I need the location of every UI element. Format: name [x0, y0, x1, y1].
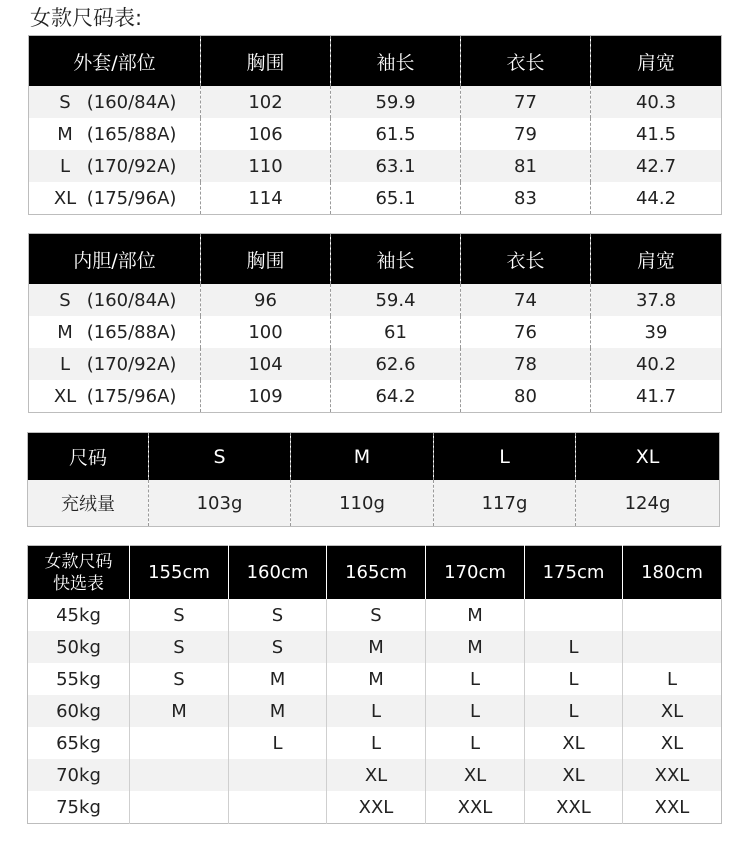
size-cell — [29, 316, 201, 348]
size-cell: M — [426, 599, 525, 631]
outer-header-sleeve: 袖长 — [331, 36, 461, 87]
fill-row-label: 充绒量 — [28, 480, 149, 527]
shoulder-cell: 41.7 — [591, 380, 722, 413]
chest-cell: 109 — [201, 380, 331, 413]
size-cell — [29, 86, 201, 118]
sleeve-cell: 62.6 — [331, 348, 461, 380]
size-label: M — [57, 123, 73, 145]
size-cell: XXL — [525, 791, 623, 824]
size-cell: S — [130, 663, 229, 695]
sleeve-cell: 59.9 — [331, 86, 461, 118]
size-cell: L — [327, 695, 426, 727]
quick-corner-line2: 快选表 — [53, 573, 104, 594]
size-label: L — [59, 353, 71, 375]
fill-header-l: L — [434, 433, 576, 481]
size-cell: M — [327, 631, 426, 663]
quick-corner-cell — [28, 546, 130, 600]
weight-cell: 45kg — [28, 599, 130, 631]
outer-header-row — [29, 36, 722, 87]
size-cell: L — [525, 631, 623, 663]
outer-header-part: 外套/部位 — [29, 36, 201, 87]
height-header: 155cm — [130, 546, 229, 600]
size-cell: XL — [623, 727, 722, 759]
size-cell: L — [525, 695, 623, 727]
size-label: XL — [53, 187, 77, 209]
size-cell: L — [327, 727, 426, 759]
size-cell: XL — [327, 759, 426, 791]
outer-size-table — [28, 35, 722, 215]
length-cell: 81 — [461, 150, 591, 182]
fill-value: 124g — [576, 480, 720, 527]
size-cell: S — [229, 599, 327, 631]
table-row — [28, 727, 722, 759]
chest-cell: 104 — [201, 348, 331, 380]
weight-cell: 75kg — [28, 791, 130, 824]
size-code: (175/96A) — [86, 187, 177, 209]
size-cell: XXL — [623, 791, 722, 824]
chest-cell: 114 — [201, 182, 331, 215]
inner-header-length: 衣长 — [461, 234, 591, 285]
height-header: 175cm — [525, 546, 623, 600]
table-row — [28, 791, 722, 824]
table-row — [29, 316, 722, 348]
weight-cell: 50kg — [28, 631, 130, 663]
inner-header-part: 内胆/部位 — [29, 234, 201, 285]
table-row — [28, 599, 722, 631]
size-cell — [525, 599, 623, 631]
height-header: 170cm — [426, 546, 525, 600]
size-cell: XXL — [623, 759, 722, 791]
size-cell: XL — [525, 727, 623, 759]
fill-weight-table — [27, 432, 720, 527]
fill-value: 110g — [291, 480, 434, 527]
height-header: 165cm — [327, 546, 426, 600]
table-row — [29, 182, 722, 215]
table-row — [28, 695, 722, 727]
table-row — [29, 380, 722, 413]
table-row — [29, 150, 722, 182]
table-row — [29, 86, 722, 118]
size-code: (170/92A) — [86, 353, 177, 375]
size-cell — [130, 727, 229, 759]
size-cell: S — [229, 631, 327, 663]
weight-cell: 70kg — [28, 759, 130, 791]
size-cell — [29, 380, 201, 413]
fill-header-row — [28, 433, 720, 481]
table-row — [29, 284, 722, 316]
size-cell: M — [327, 663, 426, 695]
size-cell: L — [229, 727, 327, 759]
sleeve-cell: 63.1 — [331, 150, 461, 182]
size-cell: L — [426, 695, 525, 727]
size-cell — [229, 791, 327, 824]
quick-corner-line1: 女款尺码 — [44, 551, 113, 572]
size-cell: S — [130, 631, 229, 663]
size-cell: M — [229, 663, 327, 695]
table-row — [28, 663, 722, 695]
fill-header-s: S — [149, 433, 291, 481]
size-cell: XXL — [426, 791, 525, 824]
size-cell — [29, 150, 201, 182]
size-cell: L — [623, 663, 722, 695]
size-cell: L — [426, 663, 525, 695]
shoulder-cell: 39 — [591, 316, 722, 348]
inner-header-sleeve: 袖长 — [331, 234, 461, 285]
table-row — [28, 480, 720, 527]
sleeve-cell: 61 — [331, 316, 461, 348]
page-title: 女款尺码表: — [30, 6, 143, 30]
table-row — [29, 348, 722, 380]
size-label: M — [57, 321, 73, 343]
length-cell: 77 — [461, 86, 591, 118]
length-cell: 80 — [461, 380, 591, 413]
length-cell: 83 — [461, 182, 591, 215]
inner-size-table — [28, 233, 722, 413]
fill-header-xl: XL — [576, 433, 720, 481]
size-cell: L — [525, 663, 623, 695]
size-label: S — [59, 91, 71, 113]
size-label: L — [59, 155, 71, 177]
shoulder-cell: 40.2 — [591, 348, 722, 380]
inner-header-chest: 胸围 — [201, 234, 331, 285]
sleeve-cell: 61.5 — [331, 118, 461, 150]
size-cell — [29, 118, 201, 150]
size-cell: S — [327, 599, 426, 631]
size-cell: XL — [426, 759, 525, 791]
fill-value: 117g — [434, 480, 576, 527]
chest-cell: 106 — [201, 118, 331, 150]
chest-cell: 110 — [201, 150, 331, 182]
shoulder-cell: 40.3 — [591, 86, 722, 118]
sleeve-cell: 59.4 — [331, 284, 461, 316]
size-cell: M — [426, 631, 525, 663]
weight-cell: 65kg — [28, 727, 130, 759]
size-cell: S — [130, 599, 229, 631]
size-label: S — [59, 289, 71, 311]
outer-header-chest: 胸围 — [201, 36, 331, 87]
shoulder-cell: 41.5 — [591, 118, 722, 150]
fill-header-size: 尺码 — [28, 433, 149, 481]
size-cell: L — [426, 727, 525, 759]
chest-cell: 96 — [201, 284, 331, 316]
size-cell: XL — [525, 759, 623, 791]
weight-cell: 60kg — [28, 695, 130, 727]
inner-header-shoulder: 肩宽 — [591, 234, 722, 285]
size-cell — [623, 599, 722, 631]
outer-header-length: 衣长 — [461, 36, 591, 87]
length-cell: 74 — [461, 284, 591, 316]
inner-header-row — [29, 234, 722, 285]
table-row — [28, 631, 722, 663]
size-cell — [623, 631, 722, 663]
size-cell: M — [130, 695, 229, 727]
length-cell: 76 — [461, 316, 591, 348]
weight-cell: 55kg — [28, 663, 130, 695]
fill-header-m: M — [291, 433, 434, 481]
length-cell: 78 — [461, 348, 591, 380]
shoulder-cell: 42.7 — [591, 150, 722, 182]
table-row — [29, 118, 722, 150]
sleeve-cell: 65.1 — [331, 182, 461, 215]
size-label: XL — [53, 385, 77, 407]
size-code: (175/96A) — [86, 385, 177, 407]
size-code: (160/84A) — [86, 91, 177, 113]
size-cell — [130, 791, 229, 824]
sleeve-cell: 64.2 — [331, 380, 461, 413]
size-cell — [29, 348, 201, 380]
fill-value: 103g — [149, 480, 291, 527]
quick-header-row — [28, 546, 722, 600]
size-code: (165/88A) — [86, 321, 177, 343]
size-code: (170/92A) — [86, 155, 177, 177]
size-cell — [229, 759, 327, 791]
quick-size-table — [27, 545, 722, 824]
shoulder-cell: 37.8 — [591, 284, 722, 316]
chest-cell: 100 — [201, 316, 331, 348]
height-header: 180cm — [623, 546, 722, 600]
size-code: (165/88A) — [86, 123, 177, 145]
size-cell: XL — [623, 695, 722, 727]
shoulder-cell: 44.2 — [591, 182, 722, 215]
table-row — [28, 759, 722, 791]
outer-header-shoulder: 肩宽 — [591, 36, 722, 87]
chest-cell: 102 — [201, 86, 331, 118]
length-cell: 79 — [461, 118, 591, 150]
height-header: 160cm — [229, 546, 327, 600]
size-cell — [130, 759, 229, 791]
size-cell: M — [229, 695, 327, 727]
size-code: (160/84A) — [86, 289, 177, 311]
size-cell — [29, 182, 201, 215]
size-cell: XXL — [327, 791, 426, 824]
size-cell — [29, 284, 201, 316]
